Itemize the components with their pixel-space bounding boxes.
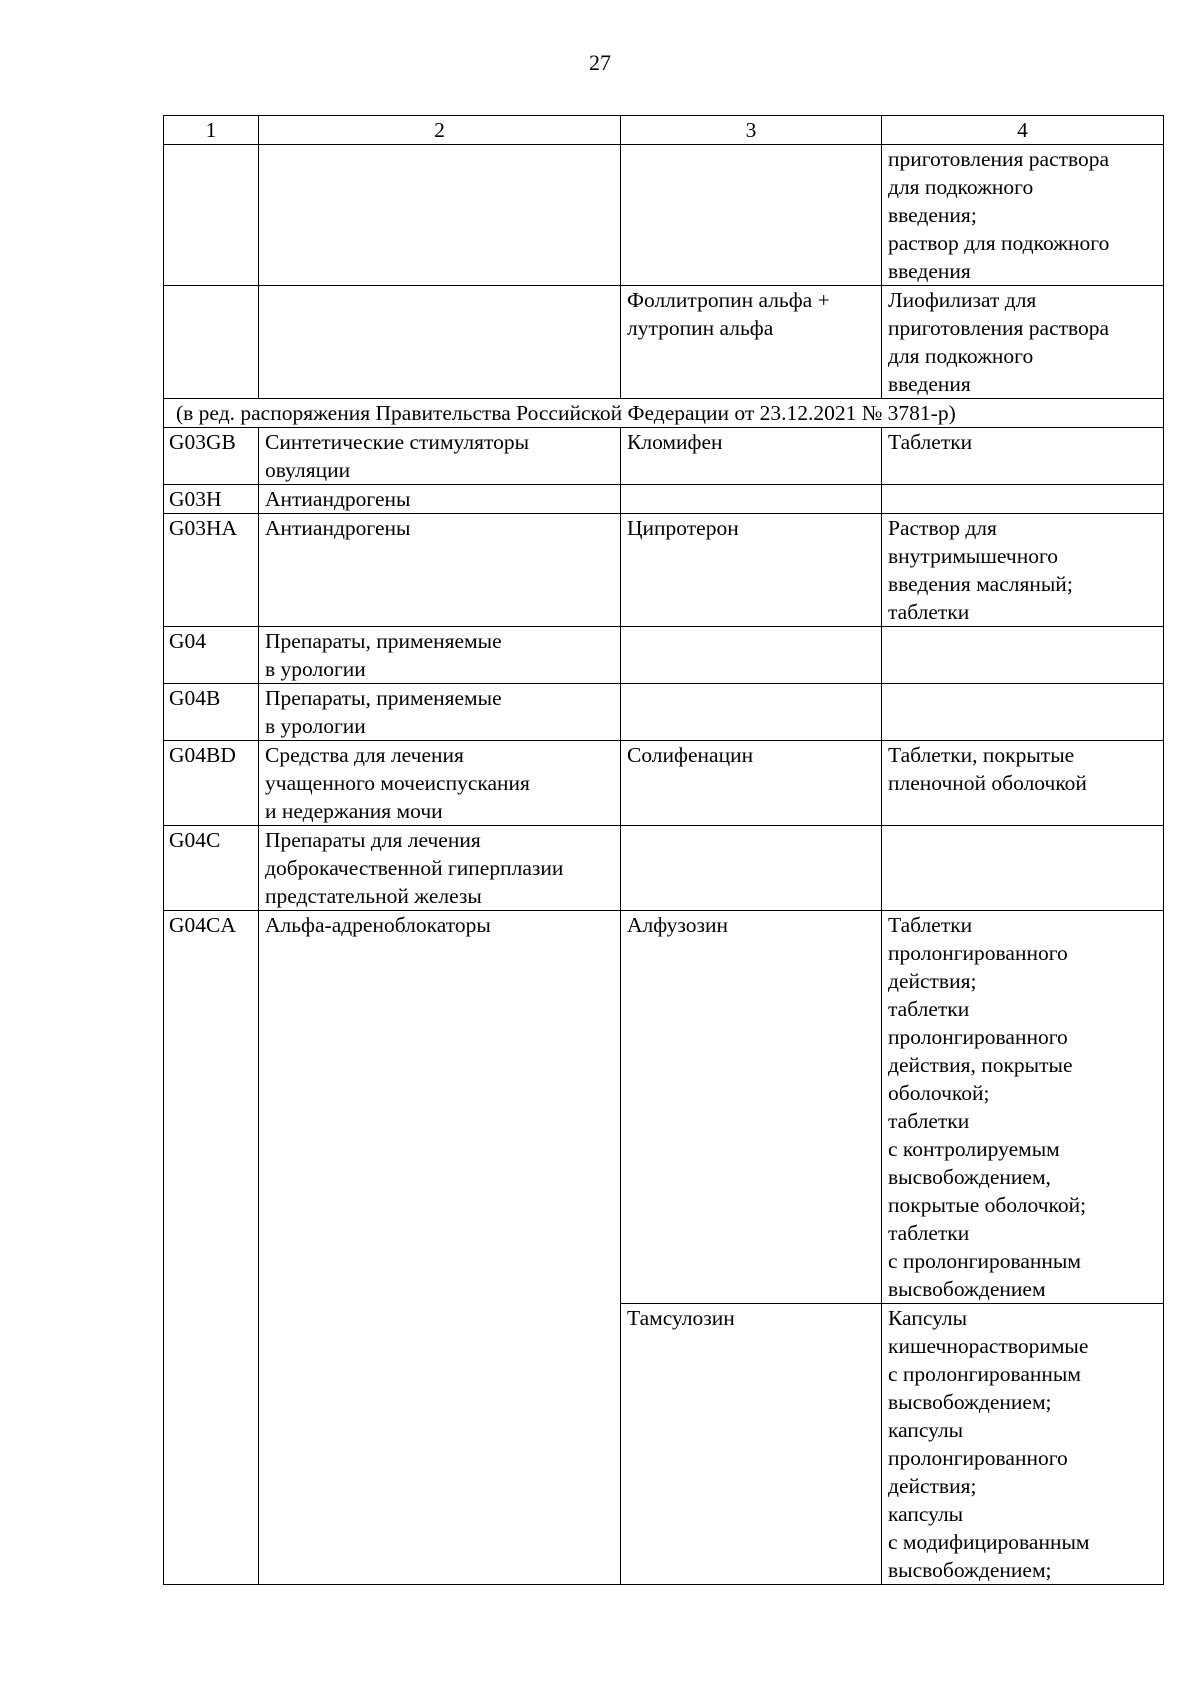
name-cell <box>259 145 621 286</box>
name-cell: Средства для лечения учащенного мочеиспускания и недержания мочи <box>259 741 621 826</box>
form-cell: Таблетки, покрытые пленочной оболочкой <box>882 741 1164 826</box>
form-cell <box>882 485 1164 514</box>
amendment-note: (в ред. распоряжения Правительства Российской Федерации от 23.12.2021 № 3781-р) <box>164 399 1164 428</box>
form-cell: Лиофилизат для приготовления раствора для подкожного введения <box>882 286 1164 399</box>
code-cell: G04C <box>164 826 259 911</box>
form-cell: Капсулы кишечнорастворимые с пролонгированным высвобождением; капсулы пролонгированного действия; капсулы с модифицированным высвобождением; <box>882 1304 1164 1585</box>
name-cell: Антиандрогены <box>259 514 621 627</box>
column-header-1: 1 <box>164 116 259 145</box>
drug-cell <box>621 684 882 741</box>
form-cell: Раствор для внутримышечного введения масляный; таблетки <box>882 514 1164 627</box>
table-row <box>164 627 1164 684</box>
drug-cell: Тамсулозин <box>621 1304 882 1585</box>
column-header-4: 4 <box>882 116 1164 145</box>
code-cell: G04CA <box>164 911 259 1585</box>
name-cell: Синтетические стимуляторы овуляции <box>259 428 621 485</box>
code-cell: G03H <box>164 485 259 514</box>
drug-cell <box>621 485 882 514</box>
name-cell <box>259 286 621 399</box>
name-cell: Антиандрогены <box>259 485 621 514</box>
form-cell <box>882 826 1164 911</box>
code-cell <box>164 145 259 286</box>
name-cell: Альфа-адреноблокаторы <box>259 911 621 1585</box>
drug-cell: Фоллитропин альфа + лутропин альфа <box>621 286 882 399</box>
table-header-row <box>164 116 1164 145</box>
amendment-row <box>164 399 1164 428</box>
drug-cell <box>621 826 882 911</box>
column-header-3: 3 <box>621 116 882 145</box>
form-cell: Таблетки пролонгированного действия; таблетки пролонгированного действия, покрытые оболочкой; таблетки с контролируемым высвобождением, покрытые оболочкой; таблетки с пролонгированным высвобождением <box>882 911 1164 1304</box>
code-cell: G04B <box>164 684 259 741</box>
drug-cell <box>621 145 882 286</box>
code-cell: G03GB <box>164 428 259 485</box>
drug-list-table <box>163 115 1164 1585</box>
table-row <box>164 145 1164 286</box>
table-row <box>164 911 1164 1304</box>
form-cell: приготовления раствора для подкожного введения; раствор для подкожного введения <box>882 145 1164 286</box>
code-cell: G04BD <box>164 741 259 826</box>
code-cell: G03HA <box>164 514 259 627</box>
drug-cell: Ципротерон <box>621 514 882 627</box>
column-header-2: 2 <box>259 116 621 145</box>
table-row <box>164 286 1164 399</box>
name-cell: Препараты, применяемые в урологии <box>259 684 621 741</box>
code-cell <box>164 286 259 399</box>
drug-cell: Солифенацин <box>621 741 882 826</box>
table-row <box>164 514 1164 627</box>
table-row <box>164 741 1164 826</box>
drug-cell <box>621 627 882 684</box>
code-cell: G04 <box>164 627 259 684</box>
name-cell: Препараты, применяемые в урологии <box>259 627 621 684</box>
page-number: 27 <box>589 50 611 75</box>
table-row <box>164 428 1164 485</box>
table-row <box>164 485 1164 514</box>
form-cell: Таблетки <box>882 428 1164 485</box>
form-cell <box>882 684 1164 741</box>
drug-cell: Кломифен <box>621 428 882 485</box>
form-cell <box>882 627 1164 684</box>
drug-cell: Алфузозин <box>621 911 882 1304</box>
name-cell: Препараты для лечения доброкачественной гиперплазии предстательной железы <box>259 826 621 911</box>
table-row <box>164 826 1164 911</box>
table-row <box>164 684 1164 741</box>
